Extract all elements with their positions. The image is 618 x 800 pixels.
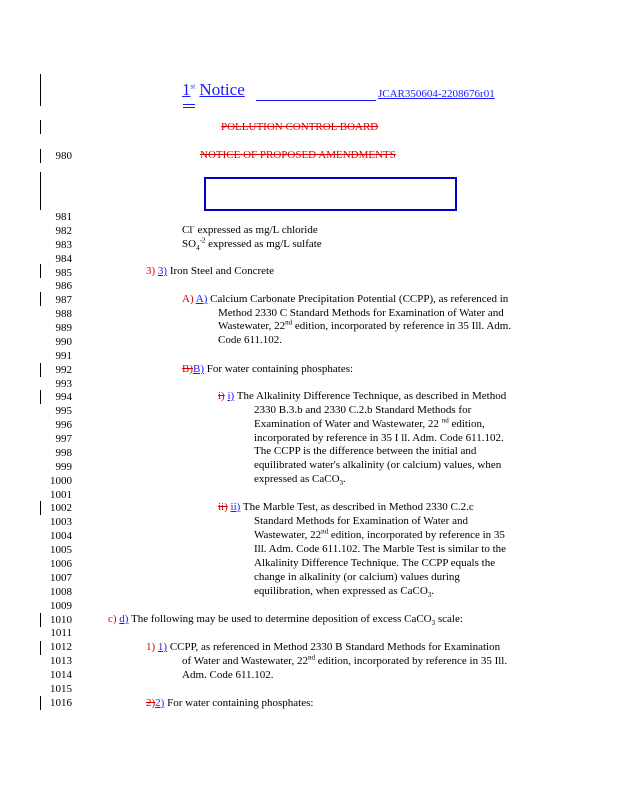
line-number: 980 <box>55 150 72 162</box>
notice-title: NOTICE OF PROPOSED AMENDMENTS <box>200 149 396 161</box>
blank-box <box>204 177 457 211</box>
line-number: 1009 <box>50 599 72 612</box>
line-number: 1006 <box>50 558 72 570</box>
section-ii-line6: change in alkalinity (or calcium) values during <box>254 571 460 583</box>
notice-underline-stub <box>183 104 195 105</box>
notice-heading <box>182 80 245 100</box>
section-A-line2: Method 2330 C Standard Methods for Examination of Water and <box>218 307 504 319</box>
section-1-line3: Adm. Code 611.102. <box>182 669 274 681</box>
line-number: 1001 <box>50 488 72 501</box>
line-number: 985 <box>55 266 72 279</box>
line-number: 1011 <box>50 627 72 640</box>
section-1-line1: 1) 1) CCPP, as referenced in Method 2330 B Standard Methods for Examination <box>146 641 501 653</box>
section-c: c) d) The following may be used to determine deposition of excess CaCO$_3$ scale: <box>108 613 463 628</box>
notice-underline-stub <box>183 107 195 108</box>
section-2: 2)2) For water containing phosphates: <box>146 697 314 709</box>
section-ii-line5: Alkalinity Difference Technique. The CCPP equals the <box>254 557 496 569</box>
section-A-line3: Wastewater, 22nd edition, incorporated by reference in 35 Ill. Adm. <box>218 318 512 332</box>
line-number: 999 <box>55 460 72 473</box>
line-number: 998 <box>55 446 72 459</box>
line-number: 1013 <box>50 655 72 668</box>
line-number: 1016 <box>50 696 72 709</box>
line-number: 1005 <box>50 544 72 557</box>
change-bar <box>40 172 41 210</box>
notice-number: 1 <box>182 80 191 99</box>
line-number: 995 <box>55 405 72 418</box>
line-number: 1007 <box>50 571 72 584</box>
section-i-line5: The CCPP is the difference between the initial and <box>254 445 477 457</box>
section-A-line4: Code 611.102. <box>218 334 283 346</box>
line-number: 1000 <box>50 474 72 487</box>
section-ii-line7: equilibration, when expressed as CaCO$_3$. <box>254 585 435 600</box>
line-number: 1002 <box>50 502 72 515</box>
notice-sup: st <box>190 82 196 91</box>
section-i-line3: Examination of Water and Wastewater, 22 $^{nd}$ edition, <box>254 416 485 430</box>
line-number: 1003 <box>50 516 72 529</box>
chloride-line: Cl- expressed as mg/L chloride <box>182 222 318 236</box>
section-3: 3) 3) Iron Steel and Concrete <box>146 265 274 277</box>
notice-word: Notice <box>199 80 245 99</box>
section-ii-line2: Standard Methods for Examination of Water and <box>254 515 468 527</box>
section-i-line7: expressed as CaCO$_3$. <box>254 473 346 488</box>
line-number: 1004 <box>50 530 72 543</box>
section-i-line1: i) i) The Alkalinity Difference Technique, as described in Method <box>218 390 507 402</box>
line-number: 984 <box>55 252 72 265</box>
section-i-line2: 2330 B.3.b and 2330 C.2.b Standard Methods for <box>254 404 472 416</box>
line-number: 1010 <box>50 613 72 626</box>
change-bar <box>40 74 41 106</box>
line-number: 996 <box>55 419 72 432</box>
doc-id: JCAR350604-2208676r01 <box>378 88 495 100</box>
section-i-line6: equilibrated water's alkalinity (or calcium) values, when <box>254 459 502 471</box>
section-ii-line4: Ill. Adm. Code 611.102. The Marble Test is similar to the <box>254 543 507 555</box>
line-number: 993 <box>55 377 72 390</box>
line-number: 1014 <box>50 669 72 682</box>
line-number: 989 <box>55 322 72 335</box>
line-number: 987 <box>55 294 72 307</box>
section-i-line4: incorporated by reference in 35 I ll. Adm. Code 611.102. <box>254 432 504 444</box>
line-number: 991 <box>55 349 72 362</box>
line-number: 981 <box>55 211 72 223</box>
section-1-line2: of Water and Wastewater, 22nd edition, incorporated by reference in 35 Ill. <box>182 653 508 667</box>
line-number: 990 <box>55 335 72 348</box>
line-number: 992 <box>55 363 72 376</box>
line-number: 983 <box>55 238 72 251</box>
change-bar <box>40 120 41 134</box>
section-A-line1: A) A) Calcium Carbonate Precipitation Potential (CCPP), as referenced in <box>182 293 509 305</box>
line-number: 986 <box>55 280 72 293</box>
section-ii-line3: Wastewater, 22nd edition, incorporated by reference in 35 <box>254 527 505 541</box>
board-title: POLLUTION CONTROL BOARD <box>221 121 379 133</box>
line-number: 988 <box>55 308 72 321</box>
line-number: 982 <box>55 224 72 237</box>
line-number: 994 <box>55 391 72 404</box>
section-B: B)B) For water containing phosphates: <box>182 363 354 375</box>
line-number: 1012 <box>50 641 72 654</box>
line-number: 1015 <box>50 682 72 695</box>
sulfate-line: $SO_4^{-2}$ expressed as mg/L sulfate <box>182 236 322 253</box>
line-number: 1008 <box>50 585 72 598</box>
line-number: 997 <box>55 433 72 446</box>
section-ii-line1: ii) ii) The Marble Test, as described in Method 2330 C.2.c <box>218 501 474 513</box>
notice-underline <box>256 100 376 101</box>
